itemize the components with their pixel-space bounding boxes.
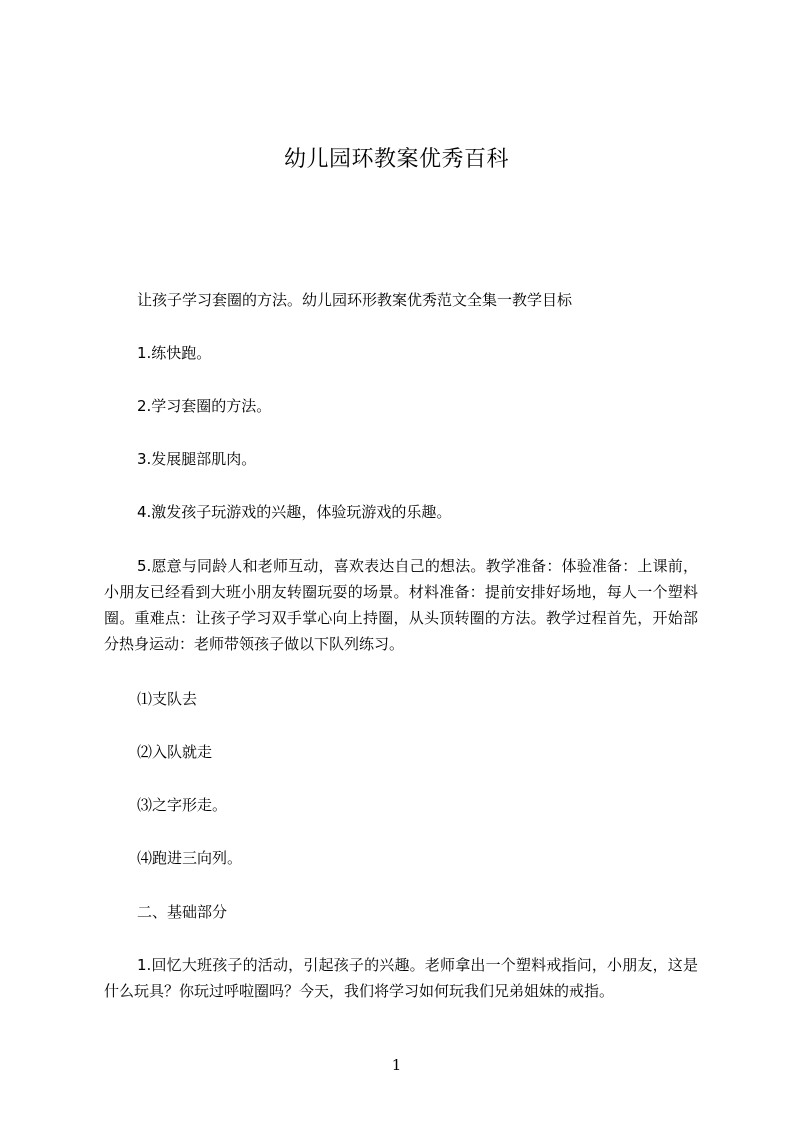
page-number: 1 — [391, 1056, 402, 1074]
section-heading-basic: 二、基础部分 — [137, 903, 228, 921]
paragraph-basic-1: 1.回忆大班孩子的活动，引起孩子的兴趣。老师拿出一个塑料戒指问，小朋友，这是什么玩具？你玩过呼啦圈吗？今天，我们将学习如何玩我们兄弟姐妹的戒指。 — [104, 956, 698, 1000]
paragraph-goal-2: 2.学习套圈的方法。 — [137, 397, 272, 415]
paragraph-goal-3: 3.发展腿部肌肉。 — [137, 450, 257, 468]
paragraph-drill-4: ⑷跑进三向列。 — [137, 849, 243, 867]
paragraph-drill-3: ⑶之字形走。 — [137, 796, 228, 814]
paragraph-intro: 让孩子学习套圈的方法。幼儿园环形教案优秀范文全集一教学目标 — [137, 291, 573, 309]
paragraph-drill-1: ⑴支队去 — [137, 690, 198, 708]
paragraph-goal-4: 4.激发孩子玩游戏的兴趣，体验玩游戏的乐趣。 — [137, 503, 452, 521]
paragraph-goal-5: 5.愿意与同龄人和老师互动，喜欢表达自己的想法。教学准备：体验准备：上课前，小朋友已经看到大班小朋友转圈玩耍的场景。材料准备：提前安排好场地，每人一个塑料圈。重难点：让孩子学习双手掌心向上持圈，从头顶转圈的方法。教学过程首先，开始部分热身运动：老师带领孩子做以下队列练习。 — [104, 557, 698, 653]
paragraph-goal-1: 1.练快跑。 — [137, 344, 212, 362]
document-title: 幼儿园环教案优秀百科 — [283, 147, 509, 172]
paragraph-drill-2: ⑵入队就走 — [137, 743, 213, 761]
